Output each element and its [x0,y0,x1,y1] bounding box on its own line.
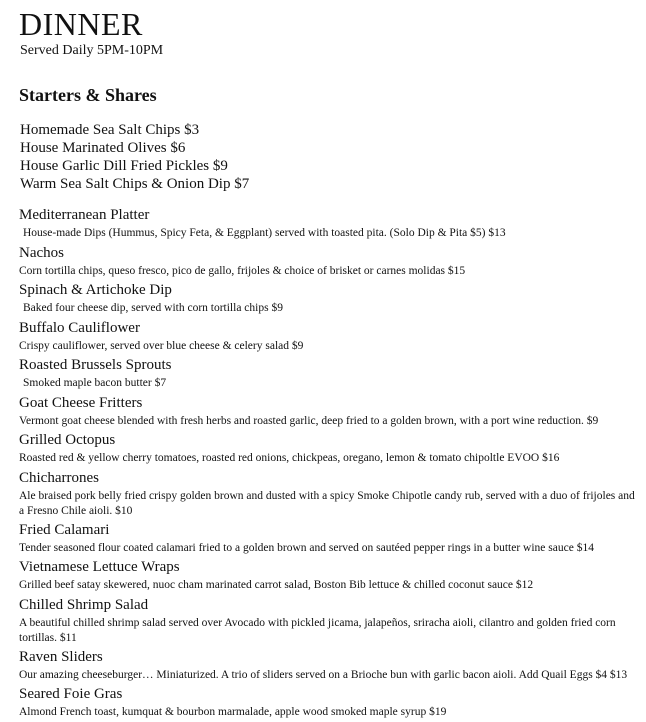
menu-item-description: Grilled beef satay skewered, nuoc cham marinated carrot salad, Boston Bib lettuce & chilled coconut sauce $12 [19,579,534,591]
menu-item-name: Spinach & Artichoke Dip [19,282,172,298]
service-hours: Served Daily 5PM-10PM [20,43,164,58]
menu-item-description: House-made Dips (Hummus, Spicy Feta, & Eggplant) served with toasted pita. (Solo Dip & Pita $5) $13 [23,227,506,239]
simple-item: House Marinated Olives $6 [20,140,186,156]
simple-item: Warm Sea Salt Chips & Onion Dip $7 [20,176,250,192]
menu-item-name: Chilled Shrimp Salad [19,596,149,613]
menu-item-description: Corn tortilla chips, queso fresco, pico de gallo, frijoles & choice of brisket or carnes molidas $15 [19,264,466,277]
menu-title: DINNER [19,6,143,42]
menu-item-description: A beautiful chilled shrimp salad served over Avocado with pickled jicama, jalapeños, sriracha aioli, cilantro and golden fried corn tortillas. $11 [19,616,616,644]
menu-item-name: Mediterranean Platter [19,207,150,223]
menu-item-name: Chicharrones [19,469,99,486]
menu-item-description: Smoked maple bacon butter $7 [23,377,167,389]
menu-item-name: Roasted Brussels Sprouts [19,357,172,373]
menu-item-name: Goat Cheese Fritters [19,394,143,411]
menu-item-description: Tender seasoned flour coated calamari fried to a golden brown and served on sautéed pepper rings in a butter wine sauce $14 [19,541,594,554]
menu-item-name: Seared Foie Gras [19,686,123,702]
menu-item-description: Ale braised pork belly fried crispy golden brown and dusted with a spicy Smoke Chipotle candy rub, served with a duo of frijoles and a Fresno Chile aioli. $10 [19,489,635,517]
simple-item: Homemade Sea Salt Chips $3 [20,122,200,138]
menu-item-name: Buffalo Cauliflower [19,319,140,336]
menu-item-name: Fried Calamari [19,521,110,538]
menu-item-name: Vietnamese Lettuce Wraps [19,559,180,575]
menu-item-description: Roasted red & yellow cherry tomatoes, roasted red onions, chickpeas, oregano, lemon & tomato chipoltle EVOO $16 [19,452,560,464]
simple-items-list [20,121,636,193]
menu-item-description: Crispy cauliflower, served over blue cheese & celery salad $9 [19,339,304,352]
menu-item-name: Nachos [19,244,64,261]
menu-item-description: Our amazing cheeseburger… Miniaturized. A trio of sliders served on a Brioche bun with garlic bacon aioli. Add Quail Eggs $4 $13 [19,668,628,681]
menu-item-name: Grilled Octopus [19,432,116,448]
menu-item-description: Almond French toast, kumquat & bourbon marmalade, apple wood smoked maple syrup $19 [19,706,447,718]
section-title: Starters & Shares [19,85,157,105]
menu-items-list [19,207,636,722]
menu-item-description: Baked four cheese dip, served with corn tortilla chips $9 [23,302,283,314]
menu-item-name: Raven Sliders [19,648,103,665]
simple-item: House Garlic Dill Fried Pickles $9 [20,158,228,174]
menu-item-description: Vermont goat cheese blended with fresh herbs and roasted garlic, deep fried to a golden brown, with a port wine reduction. $9 [19,414,599,427]
